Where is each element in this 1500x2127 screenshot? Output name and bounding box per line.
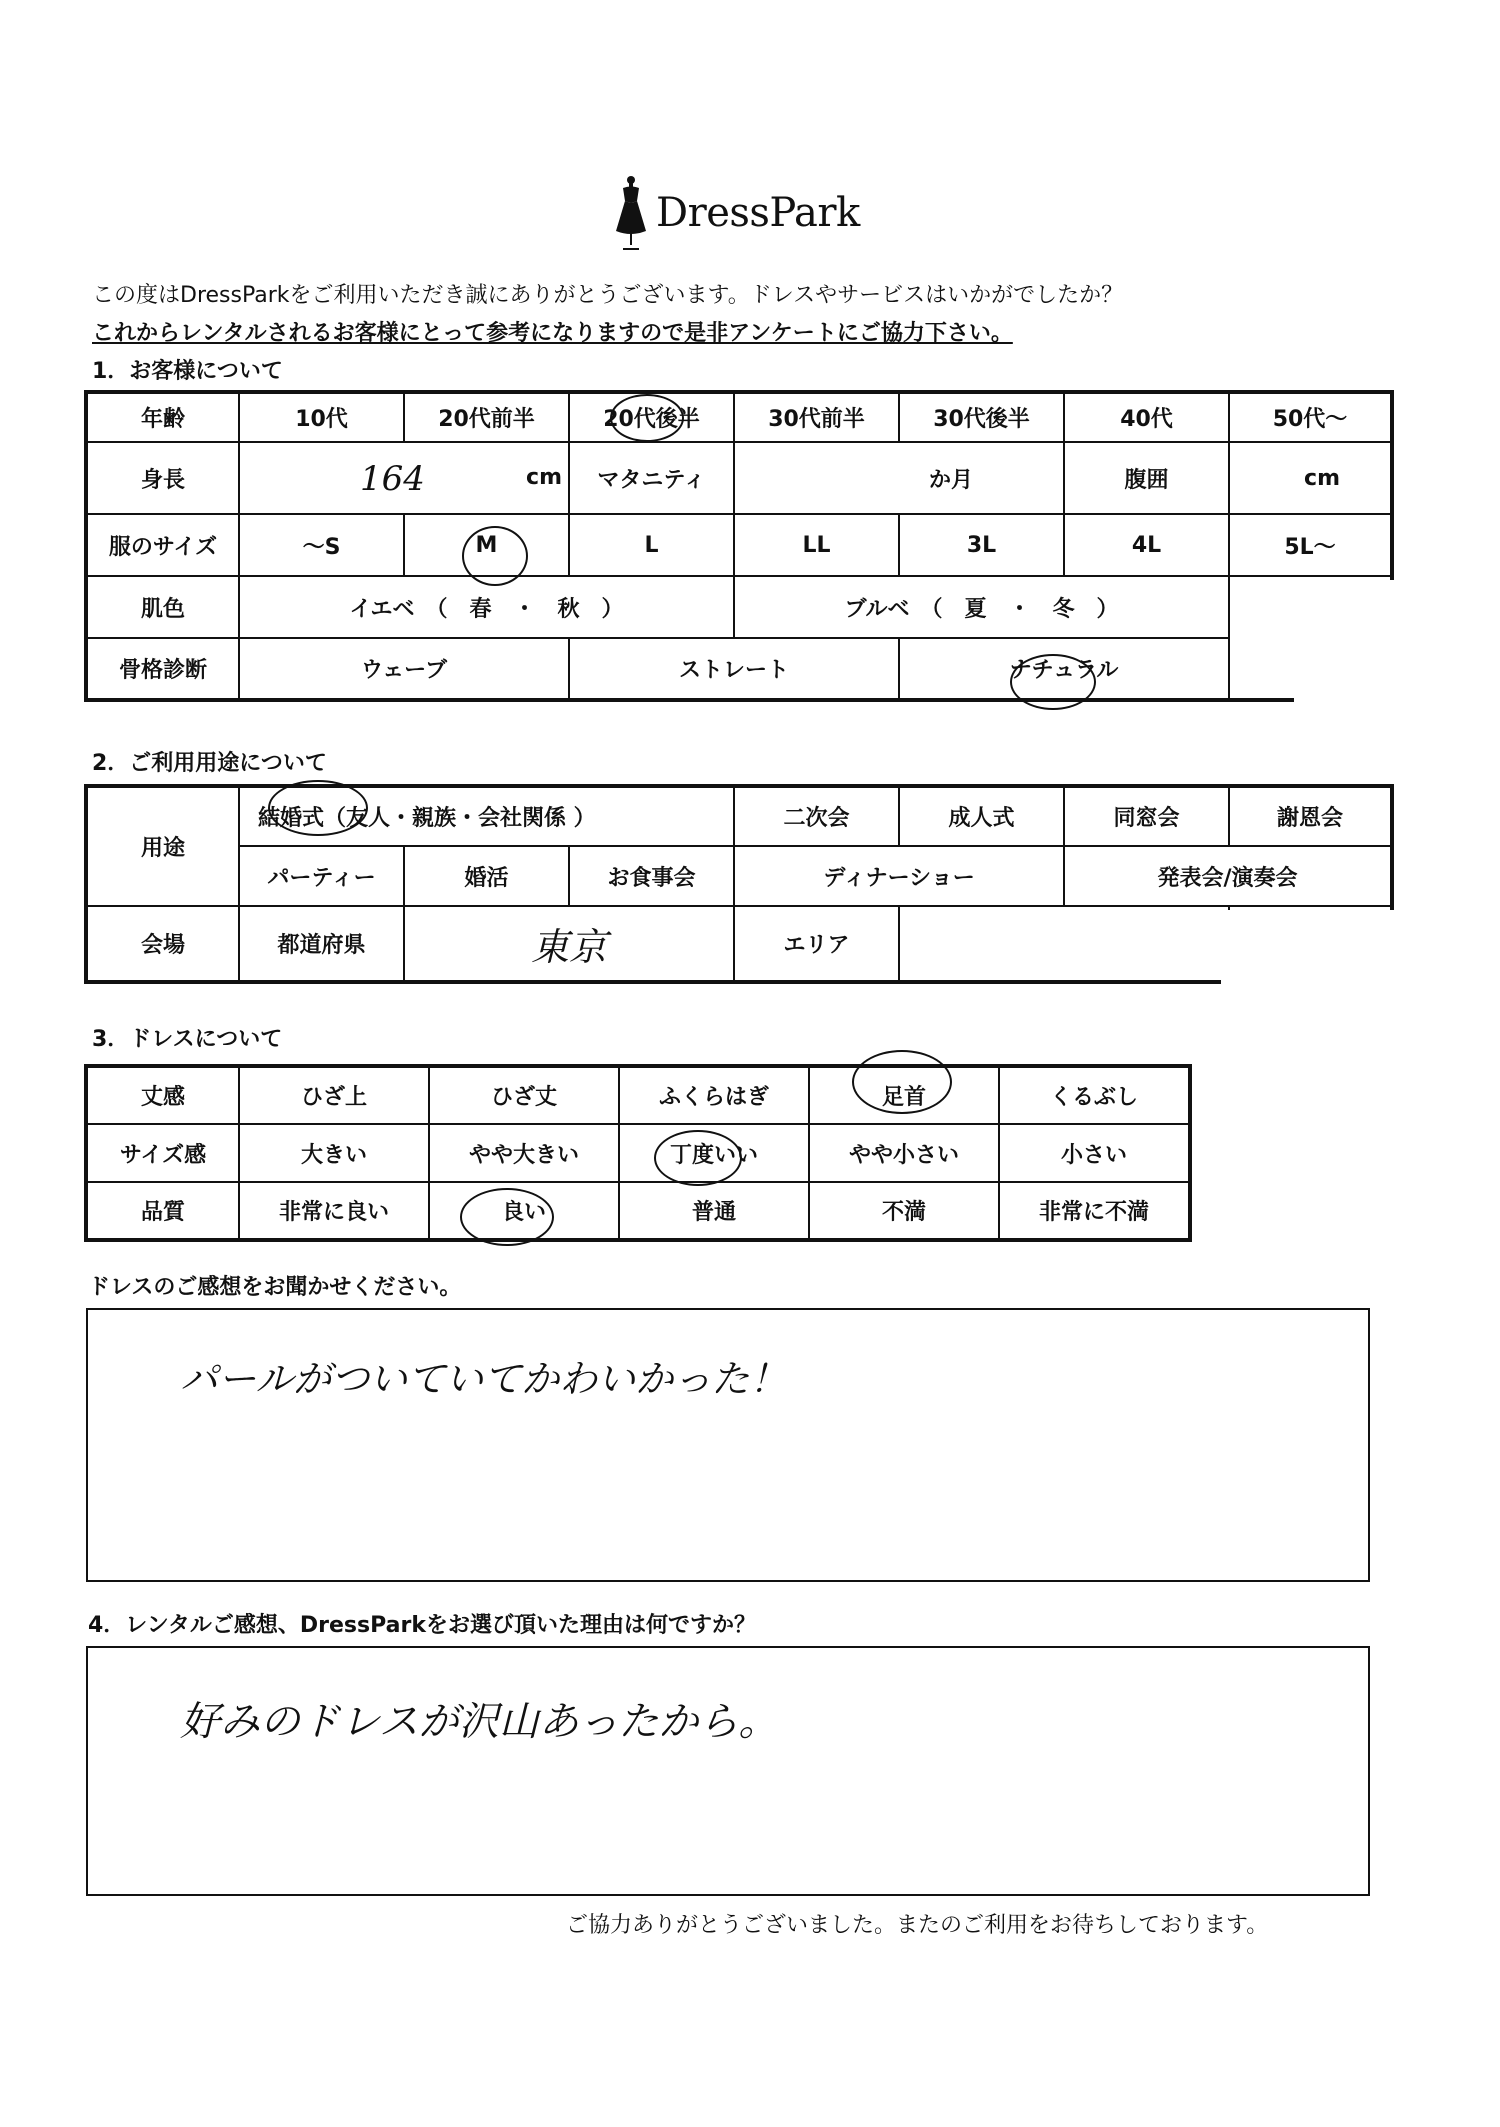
age-row <box>86 392 1392 442</box>
length-option[interactable]: ふくらはぎ <box>619 1066 809 1124</box>
length-label: 丈感 <box>86 1066 239 1124</box>
frame-option[interactable]: ウェーブ <box>239 638 569 700</box>
section-1-title: 1．お客様について <box>92 359 283 384</box>
fit-option[interactable]: 大きい <box>239 1124 429 1182</box>
size-option[interactable]: L <box>569 514 734 576</box>
brand-name: DressPark <box>656 190 860 236</box>
reason-comment-text: 好みのドレスが沢山あったから。 <box>180 1699 779 1745</box>
frame-row <box>86 638 1392 700</box>
quality-option[interactable]: 普通 <box>619 1182 809 1240</box>
height-row <box>86 442 1392 514</box>
size-option[interactable]: ～S <box>239 514 404 576</box>
purpose-option[interactable]: パーティー <box>239 846 404 906</box>
purpose-row-1 <box>86 786 1392 846</box>
purpose-label: 用途 <box>86 786 239 906</box>
venue-row <box>86 906 1392 982</box>
skin-yellow[interactable]: イエベ （ 春 ・ 秋 ） <box>239 576 734 638</box>
customer-table <box>84 390 1394 702</box>
waist-label: 腹囲 <box>1064 442 1229 514</box>
intro-line-2: これからレンタルされるお客様にとって参考になりますので是非アンケートにご協力下さい。 <box>92 321 1013 346</box>
reason-comment-box[interactable] <box>86 1646 1370 1896</box>
fit-option-selected[interactable]: 丁度いい <box>619 1124 809 1182</box>
purpose-wedding[interactable]: 結婚式（友人・親族・会社関係 ） <box>239 786 734 846</box>
size-option[interactable]: 4L <box>1064 514 1229 576</box>
quality-option[interactable]: 非常に不満 <box>999 1182 1190 1240</box>
maternity-label: マタニティ <box>569 442 734 514</box>
frame-label: 骨格診断 <box>86 638 239 700</box>
intro-line-1: この度はDressParkをご利用いただき誠にありがとうございます。ドレスやサービスはいかがでしたか？ <box>92 283 1124 308</box>
age-option[interactable]: 30代後半 <box>899 392 1064 442</box>
quality-option[interactable]: 不満 <box>809 1182 999 1240</box>
maternity-months[interactable]: か月 <box>734 442 1064 514</box>
skin-row <box>86 576 1392 638</box>
purpose-option[interactable]: 謝恩会 <box>1229 786 1392 846</box>
purpose-option[interactable]: 発表会/演奏会 <box>1064 846 1392 906</box>
dress-comment-text: パールがついていてかわいかった！ <box>180 1357 788 1401</box>
quality-option-selected[interactable]: 良い <box>429 1182 619 1240</box>
purpose-option[interactable]: 同窓会 <box>1064 786 1229 846</box>
area-label: エリア <box>734 906 899 982</box>
age-option[interactable]: 50代～ <box>1229 392 1392 442</box>
height-value: 164 <box>360 459 425 499</box>
fit-option[interactable]: やや大きい <box>429 1124 619 1182</box>
purpose-option[interactable]: ディナーショー <box>734 846 1064 906</box>
quality-option[interactable]: 非常に良い <box>239 1182 429 1240</box>
area-value[interactable] <box>899 906 1229 982</box>
fit-label: サイズ感 <box>86 1124 239 1182</box>
size-option[interactable]: 5L～ <box>1229 514 1392 576</box>
size-row <box>86 514 1392 576</box>
fit-option[interactable]: やや小さい <box>809 1124 999 1182</box>
thanks-message: ご協力ありがとうございました。またのご利用をお待ちしております。 <box>566 1913 1269 1938</box>
length-option[interactable]: くるぶし <box>999 1066 1190 1124</box>
fit-row <box>86 1124 1190 1182</box>
size-option[interactable]: 3L <box>899 514 1064 576</box>
fit-option[interactable]: 小さい <box>999 1124 1190 1182</box>
dress-comment-box[interactable] <box>86 1308 1370 1582</box>
age-option[interactable]: 30代前半 <box>734 392 899 442</box>
prefecture-value[interactable]: 東京 <box>404 906 734 982</box>
age-option[interactable]: 20代前半 <box>404 392 569 442</box>
height-unit: cm <box>526 465 562 490</box>
frame-option[interactable]: ストレート <box>569 638 899 700</box>
section-4-title: 4．レンタルご感想、DressParkをお選び頂いた理由は何ですか？ <box>88 1613 756 1638</box>
blank-mask <box>1294 580 1394 646</box>
quality-row <box>86 1182 1190 1240</box>
waist-unit[interactable]: cm <box>1229 442 1392 514</box>
purpose-option[interactable]: 二次会 <box>734 786 899 846</box>
age-option[interactable]: 10代 <box>239 392 404 442</box>
length-option[interactable]: ひざ丈 <box>429 1066 619 1124</box>
venue-label: 会場 <box>86 906 239 982</box>
size-option[interactable]: LL <box>734 514 899 576</box>
frame-option-selected[interactable]: ナチュラル <box>899 638 1229 700</box>
age-option[interactable]: 40代 <box>1064 392 1229 442</box>
dress-table <box>84 1064 1192 1242</box>
blank-mask <box>1294 644 1394 716</box>
blank-mask <box>1221 910 1394 990</box>
height-field[interactable] <box>239 442 569 514</box>
purpose-option[interactable]: 婚活 <box>404 846 569 906</box>
purpose-row-2 <box>86 846 1392 906</box>
section-3-title: 3．ドレスについて <box>92 1027 283 1052</box>
size-option-selected[interactable]: M <box>404 514 569 576</box>
dress-form-icon <box>614 175 648 251</box>
length-option-selected[interactable]: 足首 <box>809 1066 999 1124</box>
purpose-option[interactable]: お食事会 <box>569 846 734 906</box>
section-2-title: 2．ご利用用途について <box>92 751 327 776</box>
length-row <box>86 1066 1190 1124</box>
purpose-table <box>84 784 1394 984</box>
brand-logo <box>614 168 860 258</box>
skin-blue[interactable]: ブルベ （ 夏 ・ 冬 ） <box>734 576 1229 638</box>
prefecture-label: 都道府県 <box>239 906 404 982</box>
skin-label: 肌色 <box>86 576 239 638</box>
age-label: 年齢 <box>86 392 239 442</box>
purpose-option[interactable]: 成人式 <box>899 786 1064 846</box>
size-label: 服のサイズ <box>86 514 239 576</box>
height-label: 身長 <box>86 442 239 514</box>
quality-label: 品質 <box>86 1182 239 1240</box>
dress-comment-title: ドレスのご感想をお聞かせください。 <box>88 1275 462 1300</box>
length-option[interactable]: ひざ上 <box>239 1066 429 1124</box>
age-option-selected[interactable]: 20代後半 <box>569 392 734 442</box>
